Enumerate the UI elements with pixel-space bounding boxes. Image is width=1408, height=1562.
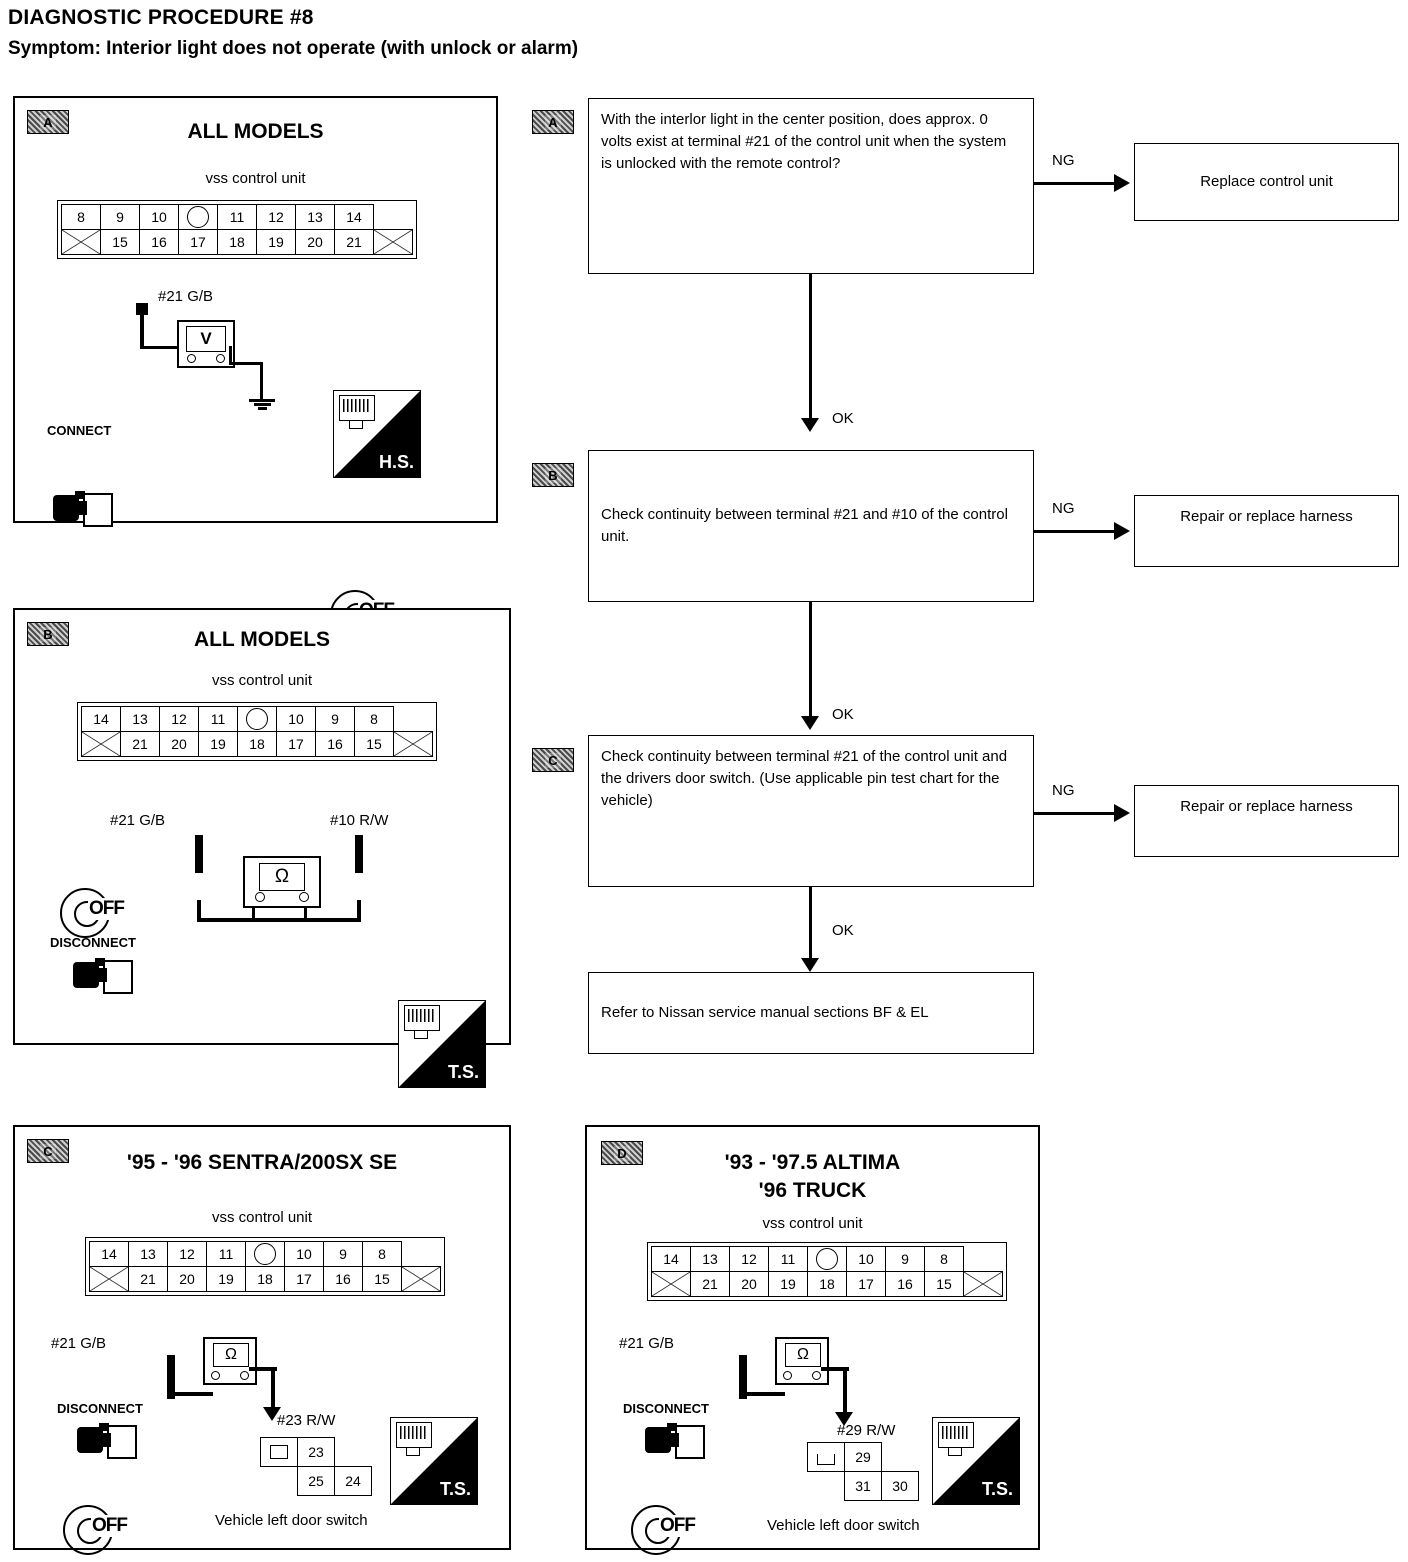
panel-b xyxy=(13,608,511,1082)
flow-step-c-ng-result-box xyxy=(1134,785,1399,857)
panel-d-wire-label-left: #21 G/B xyxy=(619,1335,675,1352)
pin-cell: 21 xyxy=(129,1267,168,1292)
connector-plug-icon xyxy=(645,1423,705,1457)
pin-cell: 13 xyxy=(129,1242,168,1267)
panel-d-title-1: '93 - '97.5 ALTIMA xyxy=(724,1151,901,1174)
ignition-off-icon xyxy=(631,1501,715,1557)
panel-a-wire-label: #21 G/B xyxy=(158,288,214,305)
panel-a xyxy=(13,96,498,523)
pin-cell: 12 xyxy=(168,1242,207,1267)
flow-step-c-ng-result: Repair or replace harness xyxy=(1180,798,1353,815)
pin-cell: 15 xyxy=(101,230,140,255)
flow-step-a-badge: A xyxy=(532,110,574,134)
pin-cell: 11 xyxy=(207,1242,246,1267)
knob-label: OFF xyxy=(89,898,124,919)
pin-cell: 13 xyxy=(121,707,160,732)
page-subtitle: Symptom: Interior light does not operate (with unlock or alarm) xyxy=(8,38,579,59)
pin-cell: 9 xyxy=(316,707,355,732)
pin-cell-blank xyxy=(964,1272,1003,1297)
panel-c-connector xyxy=(85,1237,445,1301)
pin-cell: 18 xyxy=(808,1272,847,1297)
switch-pin: 29 xyxy=(845,1443,882,1472)
flow-step-c-badge: C xyxy=(532,748,574,772)
flow-step-c-ok-label: OK xyxy=(832,922,854,939)
pin-cell-blank xyxy=(62,230,101,255)
pin-cell: 16 xyxy=(886,1272,925,1297)
pin-cell: 16 xyxy=(316,732,355,757)
pin-cell: 20 xyxy=(730,1272,769,1297)
panel-d-disconnect-label: DISCONNECT xyxy=(623,1401,709,1416)
pin-cell: 10 xyxy=(277,707,316,732)
flow-arrow-line xyxy=(809,274,812,422)
pin-cell: 10 xyxy=(285,1242,324,1267)
ohmmeter xyxy=(775,1337,829,1385)
pin-cell: 14 xyxy=(335,205,374,230)
panel-c-badge: C xyxy=(27,1139,69,1163)
wire-horizontal xyxy=(741,1392,785,1396)
pin-cell: 21 xyxy=(335,230,374,255)
flow-arrow-head xyxy=(801,418,819,432)
flow-arrow-head xyxy=(1114,174,1130,192)
pin-cell-blank xyxy=(394,732,433,757)
tester-scope-icon xyxy=(390,1417,478,1505)
voltmeter xyxy=(177,320,235,368)
tool-label: T.S. xyxy=(439,1479,471,1499)
pin-cell: 10 xyxy=(140,205,179,230)
panel-c-title: '95 - '96 SENTRA/200SX SE xyxy=(126,1151,398,1174)
panel-a-title: ALL MODELS xyxy=(187,120,324,143)
wire-vertical xyxy=(260,362,263,402)
panel-b-connector xyxy=(77,702,437,766)
pin-cell: 15 xyxy=(363,1267,402,1292)
pin-cell: 8 xyxy=(355,707,394,732)
pin-cell: 21 xyxy=(691,1272,730,1297)
flow-arrow-line xyxy=(1034,182,1116,185)
pin-cell: 19 xyxy=(207,1267,246,1292)
panel-a-subtitle: vss control unit xyxy=(205,170,306,187)
connector-plug-icon xyxy=(53,491,113,525)
flow-arrow-head xyxy=(801,716,819,730)
wire-horizontal xyxy=(197,918,361,922)
flow-step-c-text: Check continuity between terminal #21 of the control unit and the drivers door switch. (Use applicable pin test chart for the vehicle) xyxy=(601,748,1008,809)
panel-b-wire-label-right: #10 R/W xyxy=(330,812,389,829)
wire-probe-tip xyxy=(136,303,148,315)
switch-pin: 23 xyxy=(298,1438,335,1467)
flow-step-b-ng-label: NG xyxy=(1052,500,1075,517)
panel-d-switch-caption: Vehicle left door switch xyxy=(767,1517,920,1534)
pin-cell-circle xyxy=(808,1247,847,1272)
pin-cell-blank xyxy=(402,1267,441,1292)
flow-step-b-ng-result-box xyxy=(1134,495,1399,567)
flow-arrow-line xyxy=(809,602,812,720)
ohmmeter xyxy=(203,1337,257,1385)
flow-step-b-badge: B xyxy=(532,463,574,487)
pin-cell: 13 xyxy=(691,1247,730,1272)
flow-step-b-text: Check continuity between terminal #21 and #10 of the control unit. xyxy=(601,506,1008,545)
panel-c-wire-label-left: #21 G/B xyxy=(51,1335,107,1352)
pin-cell: 11 xyxy=(199,707,238,732)
flow-step-a-box xyxy=(588,98,1034,274)
panel-c-subtitle: vss control unit xyxy=(211,1209,313,1226)
pin-cell: 8 xyxy=(62,205,101,230)
flow-step-b-ok-label: OK xyxy=(832,706,854,723)
flow-step-b-box xyxy=(588,450,1034,602)
handy-scope-icon xyxy=(333,390,421,478)
pin-cell: 20 xyxy=(296,230,335,255)
pin-cell-circle xyxy=(246,1242,285,1267)
pin-cell: 13 xyxy=(296,205,335,230)
panel-b-subtitle: vss control unit xyxy=(211,672,313,689)
flow-step-a-ng-result: Replace control unit xyxy=(1200,173,1333,191)
pin-cell: 12 xyxy=(160,707,199,732)
pin-cell: 8 xyxy=(363,1242,402,1267)
wire-horizontal xyxy=(229,362,263,365)
pin-cell: 15 xyxy=(925,1272,964,1297)
flow-step-c-box xyxy=(588,735,1034,887)
flow-step-a-ng-label: NG xyxy=(1052,152,1075,169)
pin-cell: 12 xyxy=(257,205,296,230)
panel-d xyxy=(585,1125,1040,1550)
flow-step-a-ok-label: OK xyxy=(832,410,854,427)
pin-cell-blank xyxy=(82,732,121,757)
panel-d-wire-label-right: #29 R/W xyxy=(837,1422,896,1439)
pin-cell-blank xyxy=(374,230,413,255)
wire-vertical xyxy=(843,1367,847,1417)
pin-cell: 14 xyxy=(652,1247,691,1272)
pin-cell: 18 xyxy=(238,732,277,757)
tester-scope-icon xyxy=(398,1000,486,1088)
knob-label: OFF xyxy=(92,1515,127,1536)
switch-pin: 30 xyxy=(882,1472,919,1501)
flow-arrow-head xyxy=(1114,804,1130,822)
switch-pin: 25 xyxy=(298,1467,335,1496)
flow-arrow-line xyxy=(1034,812,1116,815)
panel-d-door-switch xyxy=(807,1442,919,1501)
page-title: DIAGNOSTIC PROCEDURE #8 xyxy=(8,6,314,29)
flow-step-b-ng-result: Repair or replace harness xyxy=(1180,508,1353,525)
knob-label: OFF xyxy=(660,1515,695,1536)
switch-pin: 24 xyxy=(335,1467,372,1496)
pin-cell: 17 xyxy=(179,230,218,255)
pin-cell: 11 xyxy=(218,205,257,230)
wire-horizontal xyxy=(169,1392,213,1396)
panel-c-disconnect-label: DISCONNECT xyxy=(57,1401,143,1416)
pin-cell: 17 xyxy=(277,732,316,757)
panel-a-badge: A xyxy=(27,110,69,134)
pin-cell: 14 xyxy=(90,1242,129,1267)
pin-cell: 9 xyxy=(324,1242,363,1267)
wire-vertical xyxy=(195,835,203,873)
panel-a-connect-label: CONNECT xyxy=(47,423,112,438)
pin-cell: 15 xyxy=(355,732,394,757)
tool-label: T.S. xyxy=(447,1062,479,1082)
tool-label: H.S. xyxy=(378,452,414,472)
pin-cell: 9 xyxy=(101,205,140,230)
flow-arrow-head xyxy=(1114,522,1130,540)
ignition-off-icon xyxy=(63,1501,147,1557)
flow-step-c-ng-label: NG xyxy=(1052,782,1075,799)
wire-vertical xyxy=(355,835,363,873)
pin-cell: 11 xyxy=(769,1247,808,1272)
meter-symbol: Ω xyxy=(213,1343,249,1367)
switch-cell-blank xyxy=(261,1438,298,1467)
pin-cell: 20 xyxy=(160,732,199,757)
pin-cell: 19 xyxy=(199,732,238,757)
flow-final-text: Refer to Nissan service manual sections BF & EL xyxy=(601,1004,929,1022)
flow-step-a-ng-result-box xyxy=(1134,143,1399,221)
ignition-off-icon xyxy=(60,884,144,940)
pin-cell: 17 xyxy=(847,1272,886,1297)
pin-cell: 10 xyxy=(847,1247,886,1272)
pin-cell: 19 xyxy=(769,1272,808,1297)
meter-symbol: Ω xyxy=(785,1343,821,1367)
panel-d-title-2: '96 TRUCK xyxy=(758,1179,867,1202)
pin-cell: 16 xyxy=(140,230,179,255)
pin-cell: 16 xyxy=(324,1267,363,1292)
panel-c xyxy=(13,1125,511,1550)
meter-symbol: Ω xyxy=(259,863,305,891)
pin-cell: 8 xyxy=(925,1247,964,1272)
pin-cell: 21 xyxy=(121,732,160,757)
panel-c-door-switch xyxy=(260,1437,372,1496)
pin-cell: 19 xyxy=(257,230,296,255)
flow-final-box xyxy=(588,972,1034,1054)
panel-b-wire-label-left: #21 G/B xyxy=(110,812,166,829)
pin-cell: 17 xyxy=(285,1267,324,1292)
tool-label: T.S. xyxy=(981,1479,1013,1499)
panel-c-switch-caption: Vehicle left door switch xyxy=(215,1512,368,1529)
pin-cell-blank xyxy=(652,1272,691,1297)
panel-c-wire-label-right: #23 R/W xyxy=(277,1412,336,1429)
pin-cell-circle xyxy=(179,205,218,230)
flow-arrow-line xyxy=(809,887,812,963)
pin-cell: 14 xyxy=(82,707,121,732)
pin-cell-circle xyxy=(238,707,277,732)
flow-arrow-line xyxy=(1034,530,1116,533)
connector-plug-icon xyxy=(77,1423,137,1457)
connector-plug-icon xyxy=(73,958,133,992)
flow-step-a-text: With the interlor light in the center position, does approx. 0 volts exist at terminal #21 of the control unit when the system is unlocked with the remote control? xyxy=(601,111,1007,172)
panel-d-subtitle: vss control unit xyxy=(762,1215,863,1232)
pin-cell-blank xyxy=(90,1267,129,1292)
panel-b-disconnect-label: DISCONNECT xyxy=(50,935,136,950)
meter-symbol: V xyxy=(186,326,226,352)
ground-symbol xyxy=(249,398,275,411)
panel-b-badge: B xyxy=(27,622,69,646)
flow-arrow-head xyxy=(801,958,819,972)
pin-cell: 9 xyxy=(886,1247,925,1272)
pin-cell: 18 xyxy=(246,1267,285,1292)
panel-d-connector xyxy=(647,1242,1007,1306)
pin-cell: 12 xyxy=(730,1247,769,1272)
pin-cell: 18 xyxy=(218,230,257,255)
panel-d-badge: D xyxy=(601,1141,643,1165)
panel-b-title: ALL MODELS xyxy=(193,628,331,651)
pin-cell: 20 xyxy=(168,1267,207,1292)
wire-vertical xyxy=(271,1367,275,1411)
ohmmeter xyxy=(243,856,321,908)
panel-a-connector xyxy=(57,200,417,264)
switch-cell-blank xyxy=(808,1443,845,1472)
tester-scope-icon xyxy=(932,1417,1020,1505)
switch-pin: 31 xyxy=(845,1472,882,1501)
